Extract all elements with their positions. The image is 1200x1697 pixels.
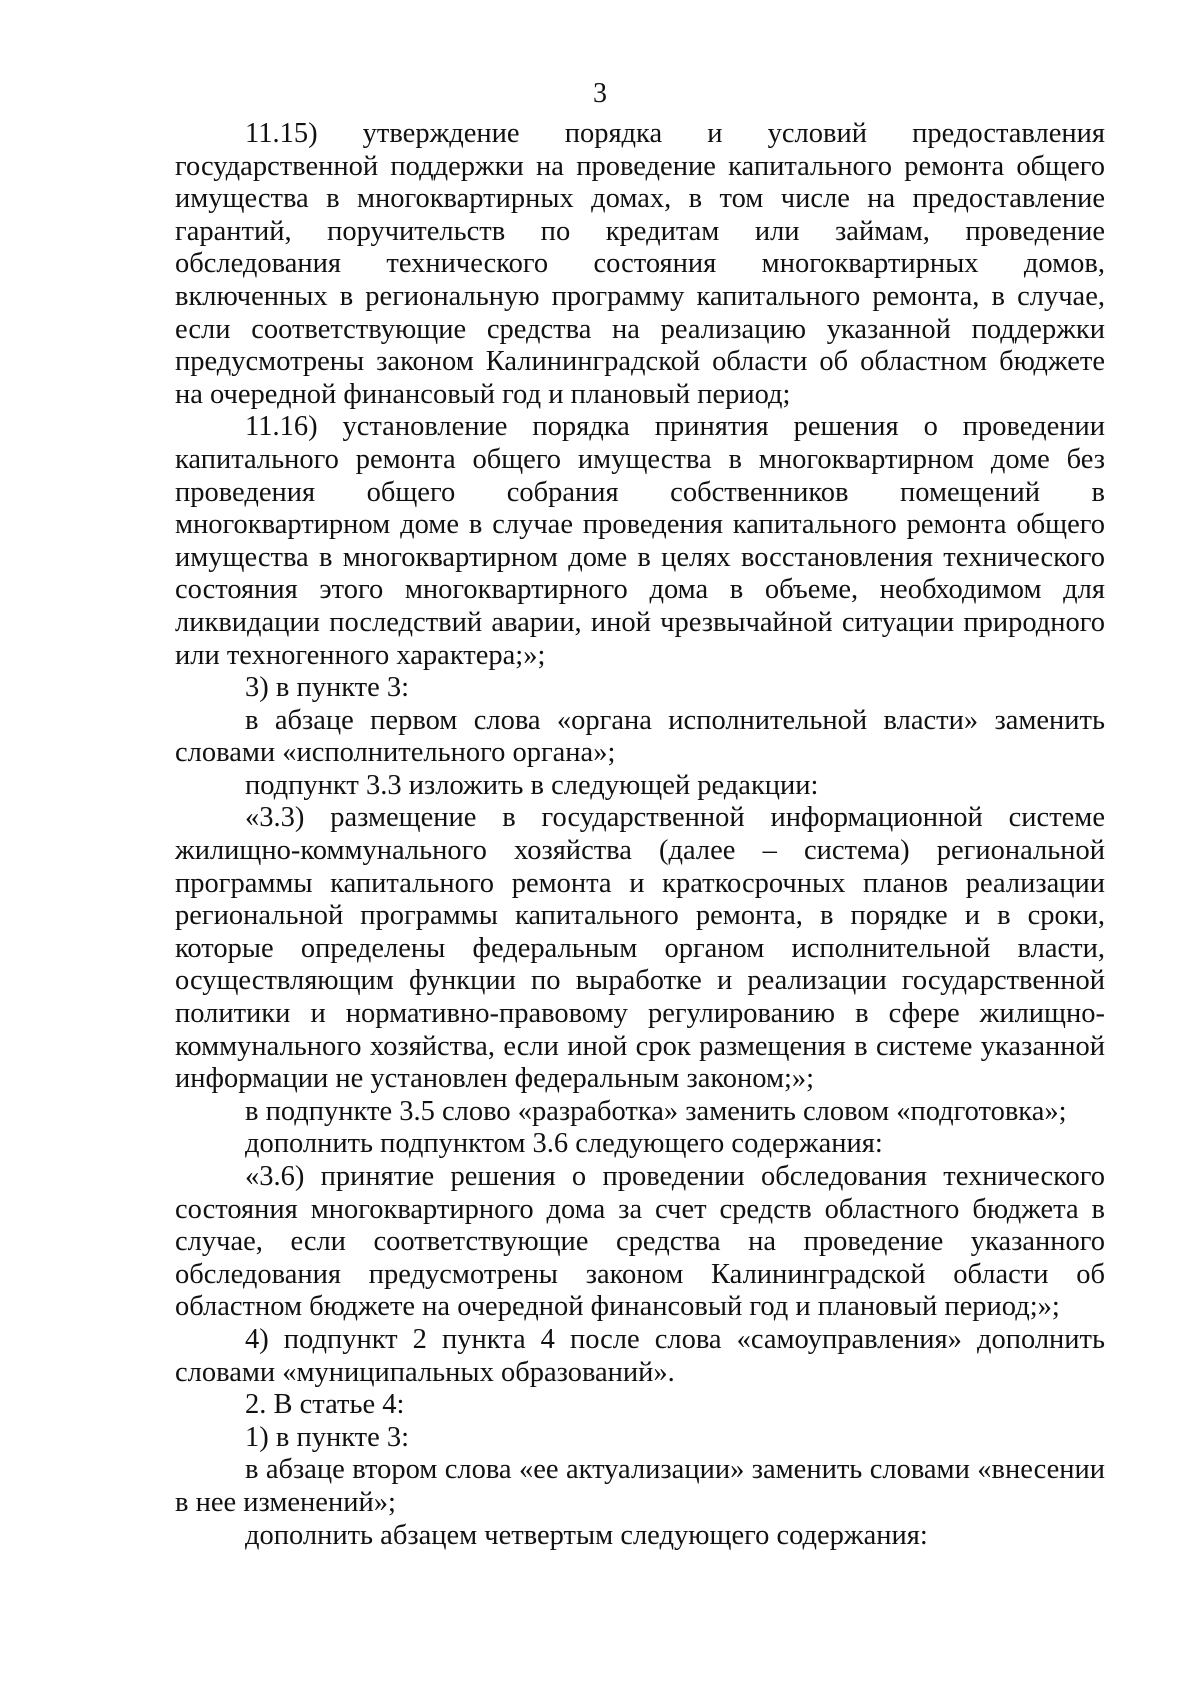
paragraph-subitem-3-3: «3.3) размещение в государственной информационной системе жилищно-коммунального хозяйства (далее – система) региональной программы капитального ремонта и краткосрочных планов реализации региональной программы капитального ремонта, в порядке и в сроки, которые определены федеральным органом исполнительной власти, осуществляющим функции по выработке и реализации государственной политики и нормативно-правовому регулированию в сфере жилищно-коммунального хозяйства, если иной срок размещения в системе указанной информации не установлен федеральным законом;»; bbox=[175, 802, 1105, 1095]
paragraph-item-4: 4) подпункт 2 пункта 4 после слова «самоуправления» дополнить словами «муниципальных образований». bbox=[175, 1323, 1105, 1388]
document-body bbox=[175, 118, 1105, 1552]
paragraph-second-abzac: в абзаце втором слова «ее актуализации» заменить словами «внесении в нее изменений»; bbox=[175, 1454, 1105, 1518]
paragraph-subitem-3-6: «3.6) принятие решения о проведении обследования технического состояния многоквартирного дома за счет средств областного бюджета в случае, если соответствующие средства на проведение указанного обследования предусмотрены законом Калининградской области об областном бюджете на очередной финансовый год и плановый период;»; bbox=[175, 1161, 1105, 1323]
page-number: 3 bbox=[593, 78, 607, 109]
paragraph-article-4-item-3: 1) в пункте 3: bbox=[245, 1421, 410, 1453]
paragraph-fourth-abzac-intro: дополнить абзацем четвертым следующего содержания: bbox=[245, 1519, 928, 1551]
paragraph-first-abzac: в абзаце первом слова «органа исполнительной власти» заменить словами «исполнительного органа»; bbox=[175, 704, 1105, 769]
paragraph-subitem-3-5: в подпункте 3.5 слово «разработка» заменить словом «подготовка»; bbox=[245, 1095, 1067, 1127]
paragraph-11-16: 11.16) установление порядка принятия решения о проведении капитального ремонта общего имущества в многоквартирном доме без проведения общего собрания собственников помещений в многоквартирном доме в случае проведения капитального ремонта общего имущества в многоквартирном доме в целях восстановления технического состояния этого многоквартирного дома в объеме, необходимом для ликвидации последствий аварии, иной чрезвычайной ситуации природного или техногенного характера;»; bbox=[175, 411, 1105, 671]
paragraph-subitem-3-6-intro: дополнить подпунктом 3.6 следующего содержания: bbox=[245, 1128, 883, 1160]
paragraph-subitem-3-3-intro: подпункт 3.3 изложить в следующей редакции: bbox=[245, 769, 819, 801]
paragraph-item-3: 3) в пункте 3: bbox=[245, 672, 410, 704]
paragraph-article-4: 2. В статье 4: bbox=[245, 1389, 405, 1421]
paragraph-11-15: 11.15) утверждение порядка и условий предоставления государственной поддержки на проведение капитального ремонта общего имущества в многоквартирных домах, в том числе на предоставление гарантий, поручительств по кредитам или займам, проведение обследования технического состояния многоквартирных домов, включенных в региональную программу капитального ремонта, в случае, если соответствующие средства на реализацию указанной поддержки предусмотрены законом Калининградской области об областном бюджете на очередной финансовый год и плановый период; bbox=[175, 118, 1105, 410]
